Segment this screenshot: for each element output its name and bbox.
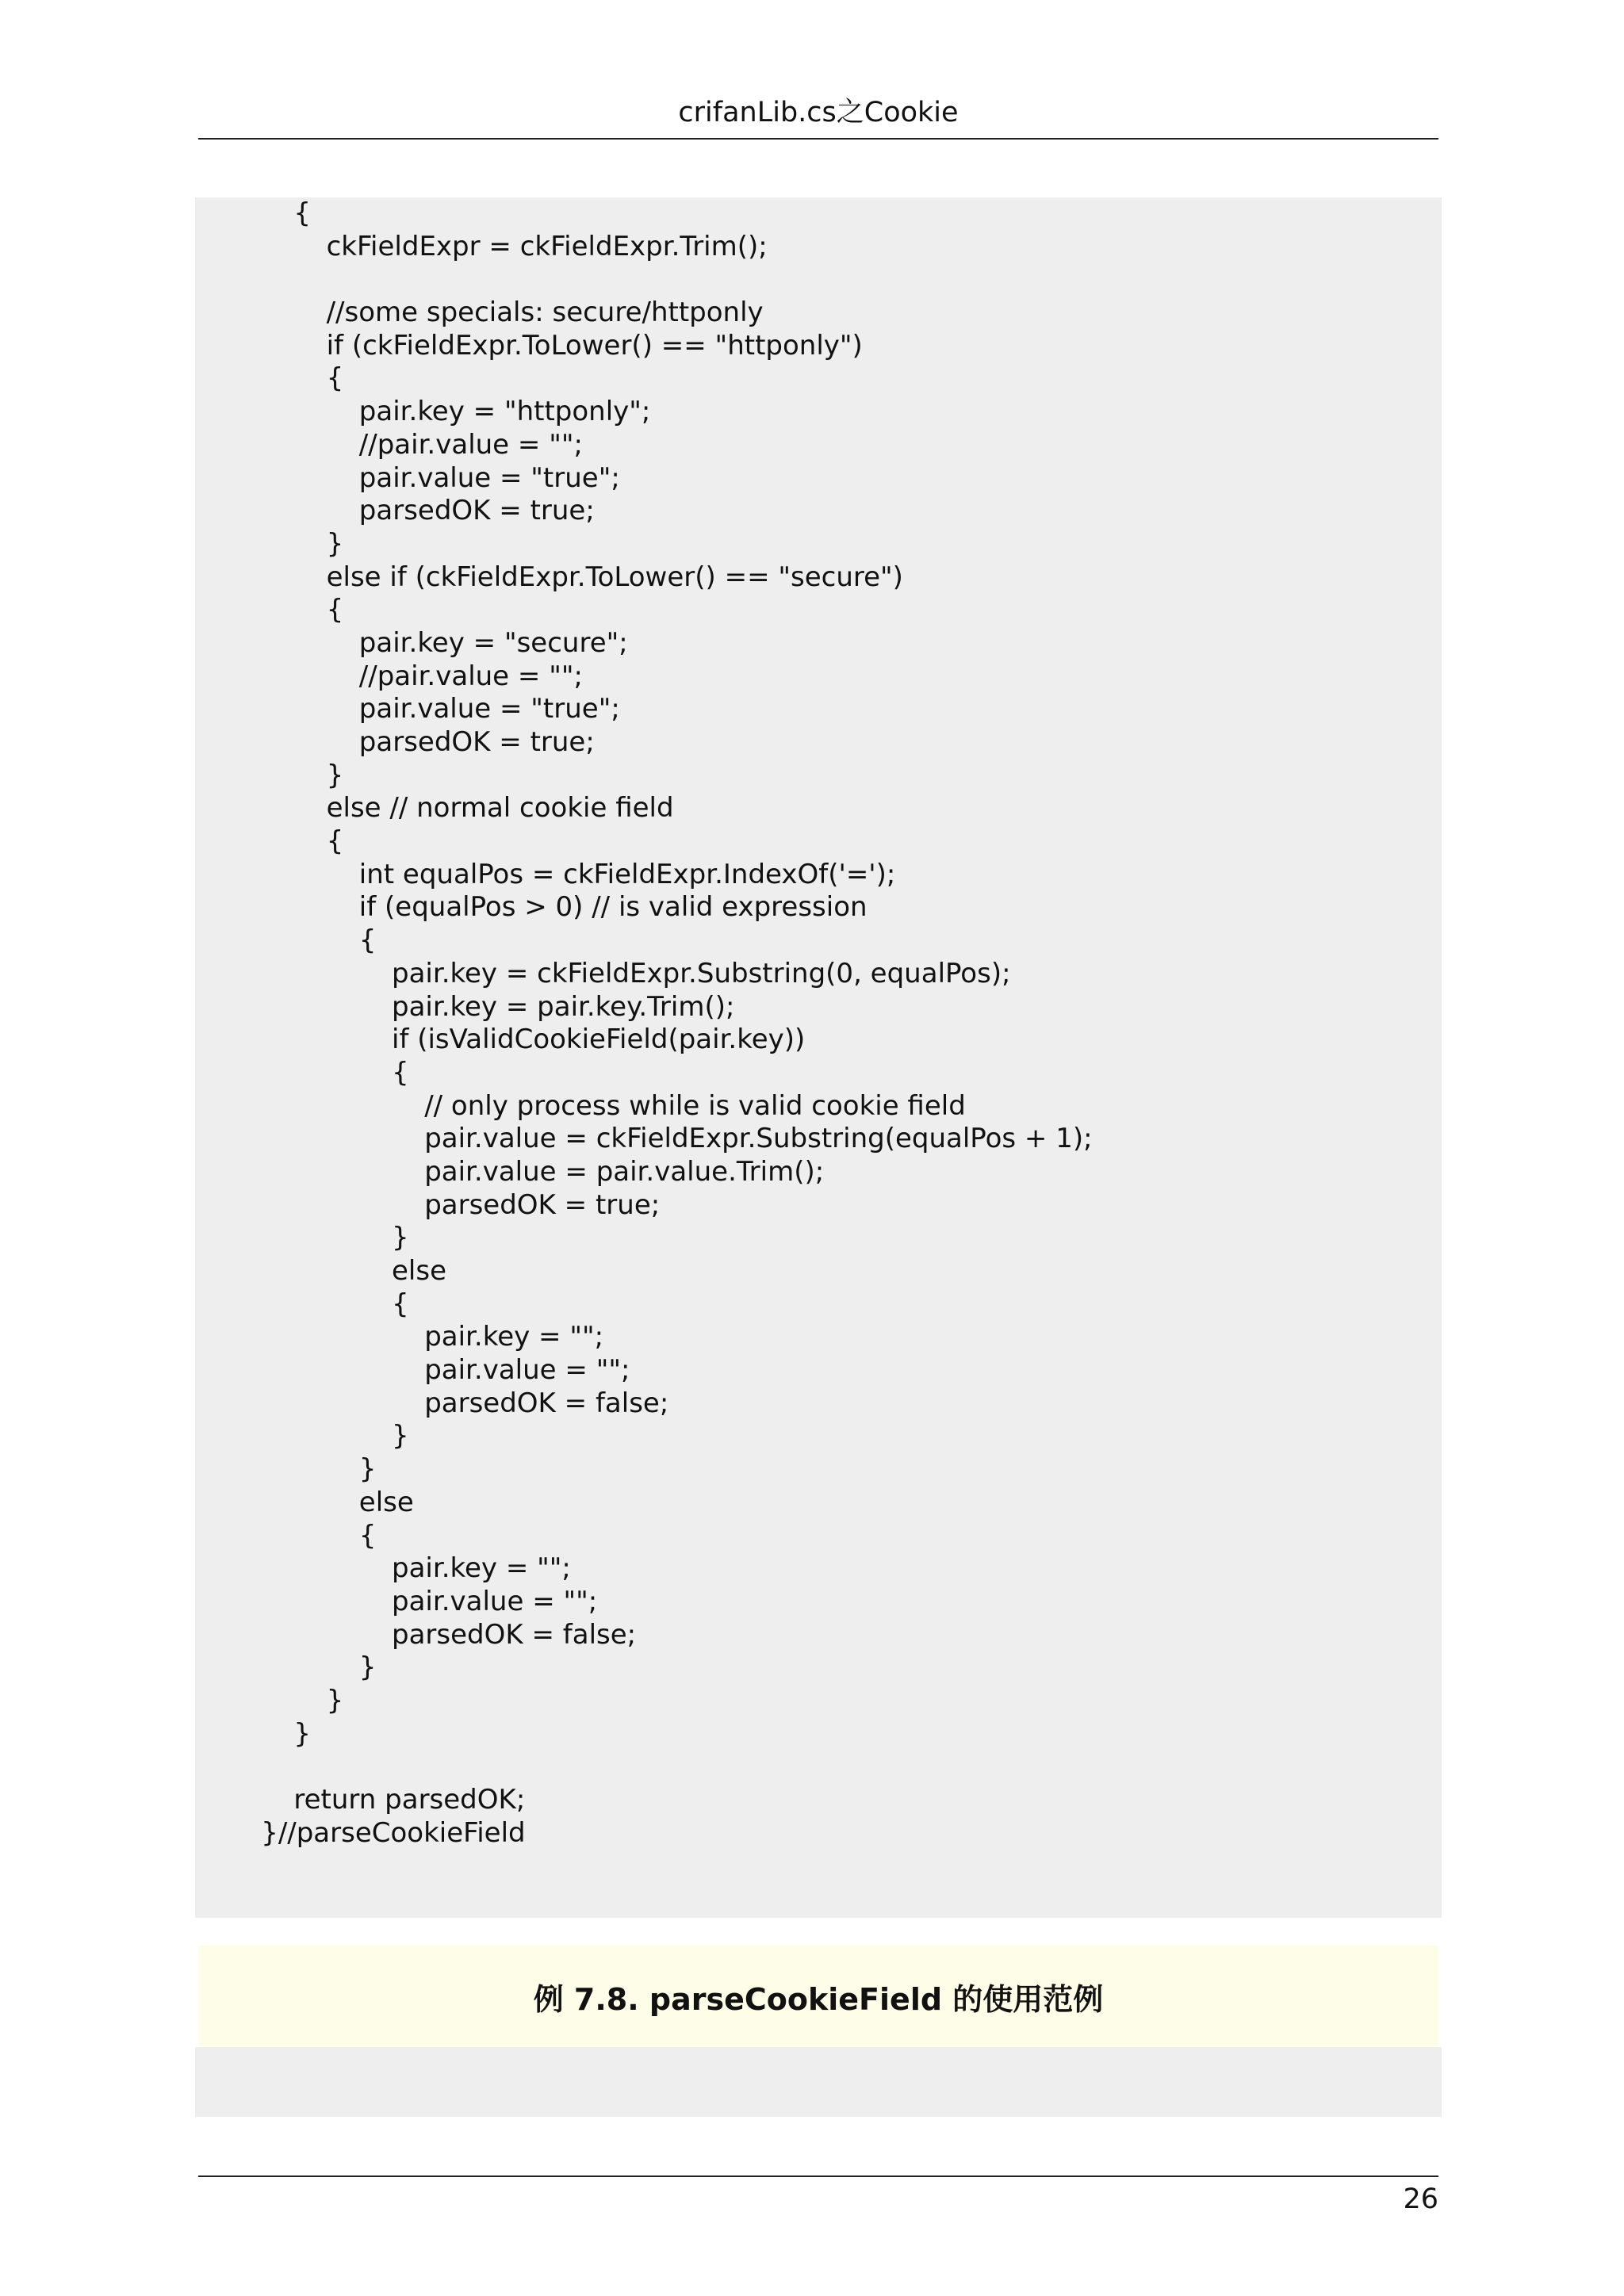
code-line: parsedOK = true; (358, 726, 595, 758)
code-line: pair.key = ""; (392, 1552, 571, 1585)
code-line: { (326, 594, 344, 626)
code-line (228, 1751, 1442, 1784)
code-line: else (358, 1486, 414, 1518)
code-line: //pair.value = ""; (358, 660, 583, 692)
header-rule (198, 138, 1438, 140)
code-line: ckFieldExpr = ckFieldExpr.Trim(); (326, 230, 768, 262)
code-line: parsedOK = true; (358, 495, 595, 527)
code-line: else // normal cookie field (326, 792, 674, 825)
code-line: pair.key = ckFieldExpr.Substring(0, equalPos); (392, 957, 1011, 989)
code-line: if (ckFieldExpr.ToLower() == "httponly") (326, 329, 863, 362)
code-line: } (293, 1717, 312, 1750)
code-line: pair.key = "secure"; (358, 626, 628, 659)
code-line: { (326, 362, 344, 395)
code-line: else (392, 1255, 446, 1287)
code-line: } (326, 527, 344, 560)
code-line: parsedOK = false; (424, 1387, 669, 1419)
code-line: pair.key = "httponly"; (358, 396, 651, 428)
code-line: pair.value = ""; (424, 1354, 630, 1387)
code-lines (228, 197, 1442, 1850)
code-line: pair.value = ckFieldExpr.Substring(equalPos + 1); (424, 1123, 1093, 1155)
code-line: } (358, 1651, 377, 1684)
code-line: { (358, 1519, 377, 1552)
code-line: if (isValidCookieField(pair.key)) (392, 1024, 806, 1056)
code-line (228, 263, 1442, 297)
code-line: } (358, 1453, 377, 1486)
code-line: if (equalPos > 0) // is valid expression (358, 891, 868, 924)
example-code-block (195, 2047, 1442, 2117)
code-line: pair.value = ""; (392, 1585, 598, 1617)
code-line: else if (ckFieldExpr.ToLower() == "secure") (326, 561, 903, 593)
code-line: } (326, 759, 344, 791)
code-line: pair.value = "true"; (358, 693, 620, 725)
page-header: crifanLib.cs之Cookie (678, 97, 959, 128)
code-block (195, 197, 1442, 1918)
code-line: }//parseCookieField (261, 1816, 526, 1849)
code-line: } (326, 1684, 344, 1716)
code-line: } (392, 1222, 409, 1254)
page-number: 26 (1403, 2183, 1438, 2215)
code-line: { (358, 924, 377, 957)
code-line: pair.key = ""; (424, 1321, 604, 1353)
code-line: //pair.value = ""; (358, 428, 583, 461)
code-line: { (392, 1288, 409, 1320)
code-line: pair.value = pair.value.Trim(); (424, 1155, 825, 1188)
code-line: { (392, 1056, 409, 1089)
code-line: // only process while is valid cookie field (424, 1089, 966, 1122)
code-line: { (293, 197, 312, 229)
code-line: } (392, 1420, 409, 1452)
code-line: //some specials: secure/httponly (326, 297, 764, 329)
footer-rule (198, 2175, 1438, 2177)
code-line: { (326, 825, 344, 858)
code-line: pair.value = "true"; (358, 461, 620, 494)
code-line: return parsedOK; (293, 1784, 526, 1816)
code-line: int equalPos = ckFieldExpr.IndexOf('='); (358, 858, 896, 890)
code-line: parsedOK = true; (424, 1188, 661, 1221)
code-line: parsedOK = false; (392, 1618, 637, 1651)
code-line: pair.key = pair.key.Trim(); (392, 990, 735, 1023)
example-title: 例 7.8. parseCookieField 的使用范例 (198, 1946, 1438, 2047)
